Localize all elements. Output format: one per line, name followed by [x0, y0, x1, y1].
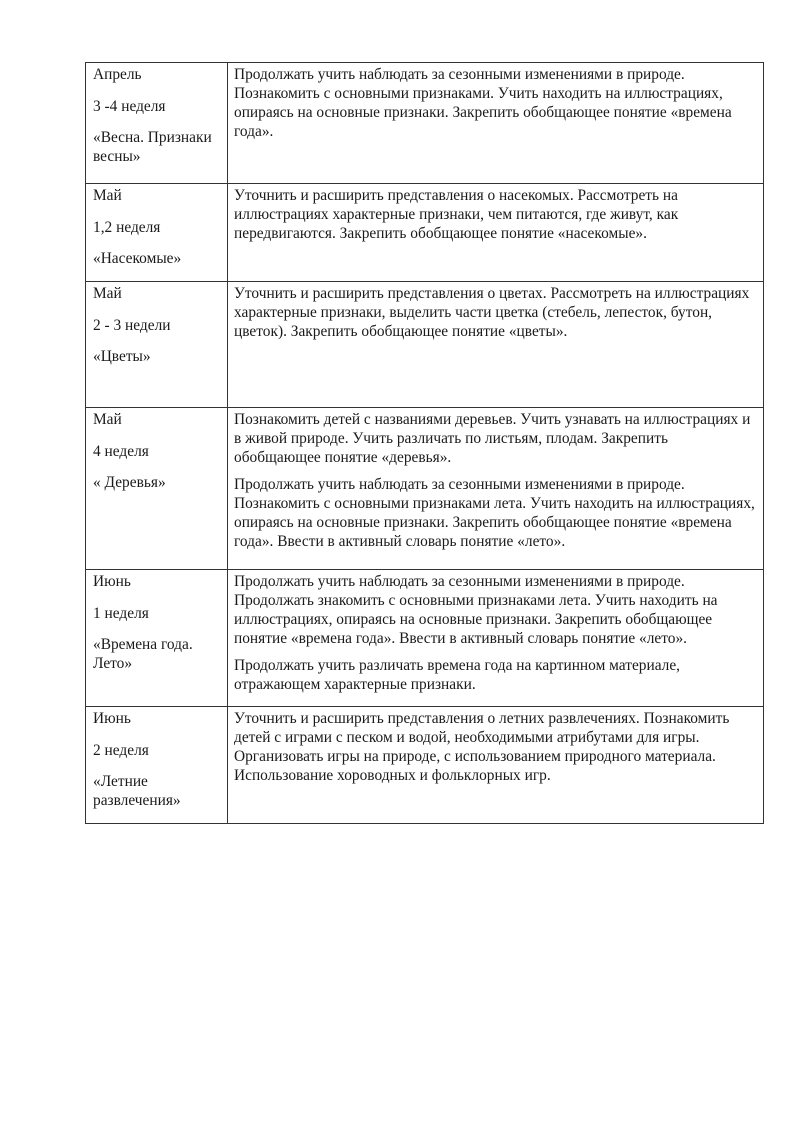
table-row: [86, 63, 764, 184]
content-paragraph: Уточнить и расширить представления о цветах. Рассмотреть на иллюстрациях характерные признаки, выделить части цветка (стебель, лепесток, бутон, цветок). Закрепить обобщающее понятие «цветы».: [234, 285, 750, 340]
content-cell: [228, 184, 764, 282]
content-cell: [228, 408, 764, 570]
week-label: 3 -4 неделя: [93, 97, 166, 115]
week-label: 2 - 3 недели: [93, 316, 171, 334]
week-label: 4 неделя: [93, 442, 149, 460]
week-label: 1 неделя: [93, 604, 149, 622]
table-row: [86, 184, 764, 282]
theme-label: «Весна. Признаки весны»: [93, 129, 212, 165]
month-label: Июнь: [93, 710, 131, 727]
month-label: Май: [93, 187, 122, 204]
content-paragraph: Продолжать учить наблюдать за сезонными изменениями в природе. Познакомить с основными признаками лета. Учить находить на иллюстрациях, опираясь на основные признаки. Закрепить обобщающее понятие «времена года». Ввести в активный словарь понятие «лето».: [234, 476, 755, 550]
content-cell: [228, 63, 764, 184]
period-cell: [86, 282, 228, 408]
month-label: Июнь: [93, 573, 131, 590]
content-paragraph: Продолжать учить наблюдать за сезонными изменениями в природе. Познакомить с основными признаками. Учить находить на иллюстрациях, опираясь на основные признаки. Закрепить обобщающее понятие «времена года».: [234, 66, 732, 140]
week-label: 1,2 неделя: [93, 218, 161, 236]
week-label: 2 неделя: [93, 741, 149, 759]
month-label: Май: [93, 285, 122, 302]
period-cell: [86, 408, 228, 570]
content-cell: [228, 282, 764, 408]
table-row: [86, 707, 764, 824]
period-cell: [86, 63, 228, 184]
table-row: [86, 570, 764, 707]
table-row: [86, 408, 764, 570]
month-label: Апрель: [93, 66, 142, 83]
period-cell: [86, 570, 228, 707]
content-paragraph: Продолжать учить различать времена года на картинном материале, отражающем характерные признаки.: [234, 657, 681, 693]
content-paragraph: Продолжать учить наблюдать за сезонными изменениями в природе. Продолжать знакомить с основными признаками лета. Учить находить на иллюстрациях, опираясь на основные признаки. Закрепить обобщающее понятие «времена года». Ввести в активный словарь понятие «лето».: [234, 573, 718, 647]
theme-label: «Времена года. Лето»: [93, 636, 193, 672]
period-cell: [86, 184, 228, 282]
theme-label: « Деревья»: [93, 474, 166, 491]
content-cell: [228, 707, 764, 824]
theme-label: «Цветы»: [93, 348, 151, 365]
content-cell: [228, 570, 764, 707]
period-cell: [86, 707, 228, 824]
theme-label: «Насекомые»: [93, 250, 182, 267]
content-paragraph: Уточнить и расширить представления о летних развлечениях. Познакомить детей с играми с песком и водой, необходимыми атрибутами для игры. Организовать игры на природе, с использованием природного материала. Использование хороводных и фольклорных игр.: [234, 710, 730, 784]
theme-label: «Летние развлечения»: [93, 773, 181, 809]
lesson-plan-table: [85, 62, 764, 824]
content-paragraph: Познакомить детей с названиями деревьев. Учить узнавать на иллюстрациях и в живой природе. Учить различать по листьям, плодам. Закрепить обобщающее понятие «деревья».: [234, 411, 751, 466]
content-paragraph: Уточнить и расширить представления о насекомых. Рассмотреть на иллюстрациях характерные признаки, чем питаются, где живут, как передвигаются. Закрепить обобщающее понятие «насекомые».: [234, 187, 679, 242]
month-label: Май: [93, 411, 122, 428]
table-row: [86, 282, 764, 408]
